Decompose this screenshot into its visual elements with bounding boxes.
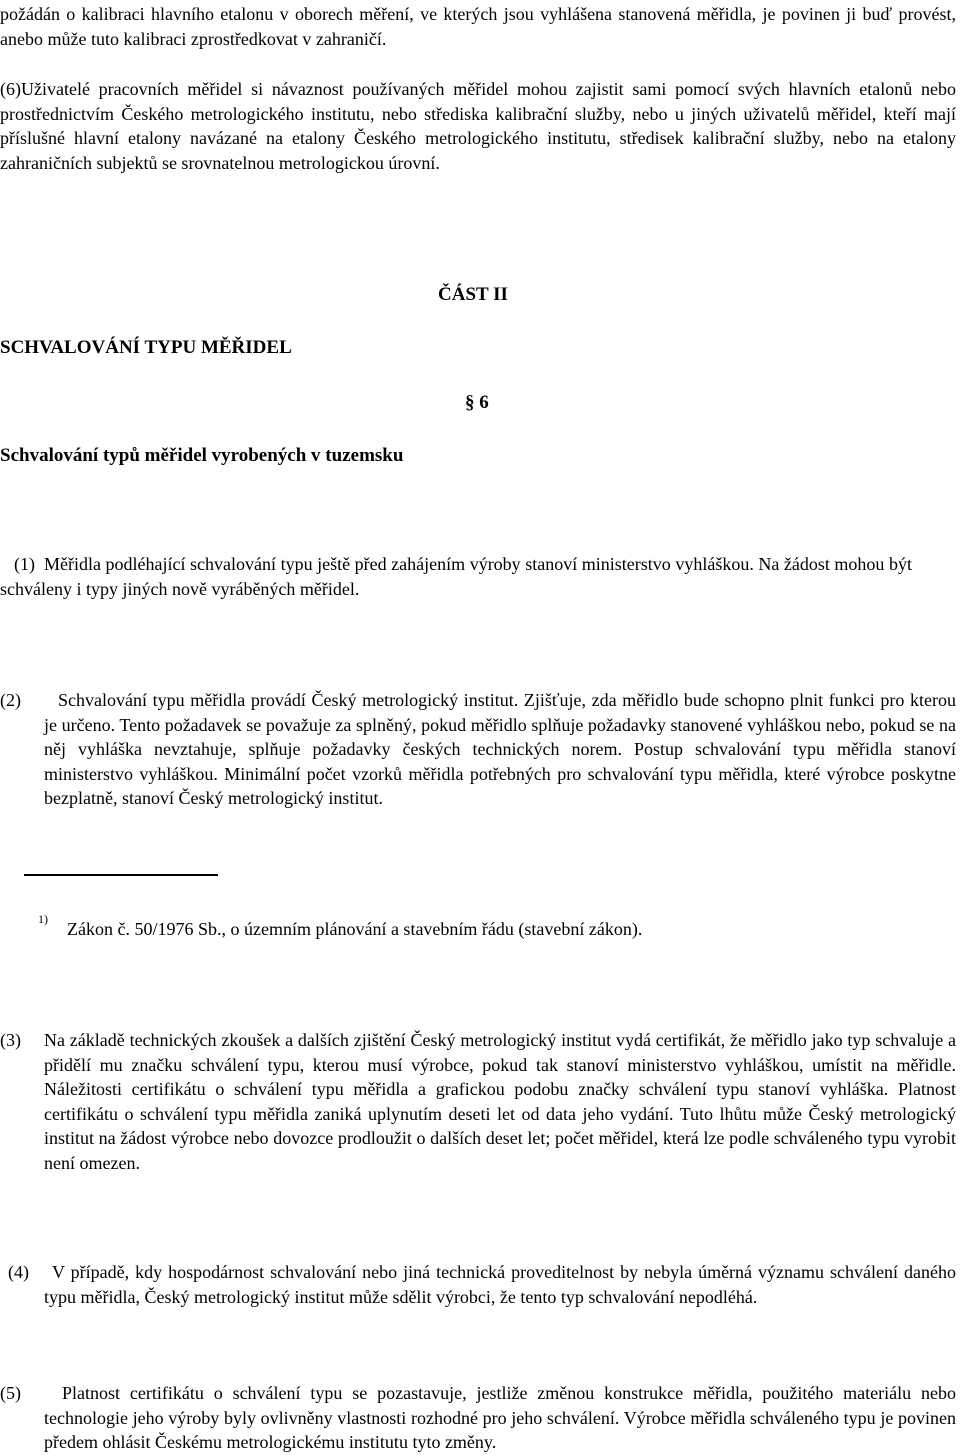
section-text: V případě, kdy hospodárnost schvalování nebo jiná technická proveditelnost by nebyla úměrná významu schválení daného typu měřidla, Český metrologický institut může sdělit výrobci, že tento typ schvalování nepodléhá. xyxy=(44,1262,956,1307)
part-title: ČÁST II xyxy=(438,284,508,305)
footnote-divider xyxy=(24,874,218,876)
section-text: Na základě technických zkoušek a dalších zjištění Český metrologický institut vydá certifikát, že měřidlo jako typ schvaluje a přidělí mu značku schválení typu, kterou musí výrobce, pokud tak stanoví ministerstvo vyhláškou, umístit na měřidle. Náležitosti certifikátu o schválení typu měřidla a grafickou podobu značky schválení typu stanoví vyhláška. Platnost certifikátu o schválení typu měřidla zaniká uplynutím deseti let od data jeho vydání. Tuto lhůtu může Český metrologický institut na žádost výrobce nebo dovozce prodloužit o dalších deset let; počet měřidel, která lze podle schváleného typu vyrobit není omezen. xyxy=(44,1030,956,1173)
section-number: (2) xyxy=(0,690,21,710)
paragraph-sign-heading: § 6 xyxy=(465,392,489,413)
section-number: (1) xyxy=(14,554,35,574)
paragraph-continuation: požádán o kalibraci hlavního etalonu v oborech měření, ve kterých jsou vyhlášena stanovená měřidla, je povinen ji buď provést, anebo může tuto kalibraci zprostředkovat v zahraničí. xyxy=(0,4,956,49)
paragraph-6: (6)Uživatelé pracovních měřidel si návaznost používaných měřidel mohou zajistit sami pomocí svých hlavních etalonů nebo prostřednictvím Českého metrologického institutu, nebo střediska kalibrační služby, nebo u jiných uživatelů měřidel, kteří mají příslušné hlavní etalony navázané na etalony Českého metrologického institutu, středisek kalibrační služby, nebo na etalony zahraničních subjektů se srovnatelnou metrologickou úrovní. xyxy=(0,79,956,173)
subsection-title: Schvalování typů měřidel vyrobených v tuzemsku xyxy=(0,445,404,466)
section-text: Platnost certifikátu o schválení typu se pozastavuje, jestliže změnou konstrukce měřidla, použitého materiálu nebo technologie jeho výroby byly ovlivněny vlastnosti rozhodné pro jeho schválení. Výrobce měřidla schváleného typu je povinen předem ohlásit Českému metrologickému institutu tyto změny. xyxy=(44,1383,956,1452)
section-number: (4) xyxy=(8,1262,29,1282)
section-text: Schvalování typu měřidla provádí Český metrologický institut. Zjišťuje, zda měřidlo bude schopno plnit funkci pro kterou je určeno. Tento požadavek se považuje za splněný, pokud měřidlo splňuje požadavky stanovené vyhláškou nebo, pokud se na něj vyhláška nevztahuje, splňuje požadavky českých technických norem. Postup schvalování typu měřidla stanoví ministerstvo vyhláškou. Minimální počet vzorků měřidla potřebných pro schvalování typu měřidla, které výrobce poskytne bezplatně, stanoví Český metrologický institut. xyxy=(44,690,956,808)
footnote-text: Zákon č. 50/1976 Sb., o územním plánování a stavebním řádu (stavební zákon). xyxy=(67,919,643,939)
section-title: SCHVALOVÁNÍ TYPU MĚŘIDEL xyxy=(0,337,292,358)
section-text: Měřidla podléhající schvalování typu ještě před zahájením výroby stanoví ministerstvo vyhláškou. Na žádost mohou být schváleny i typy jiných nově vyráběných měřidel. xyxy=(0,554,912,599)
footnote-mark: 1) xyxy=(38,912,48,926)
section-number: (3) xyxy=(0,1030,21,1050)
section-number: (5) xyxy=(0,1383,21,1403)
